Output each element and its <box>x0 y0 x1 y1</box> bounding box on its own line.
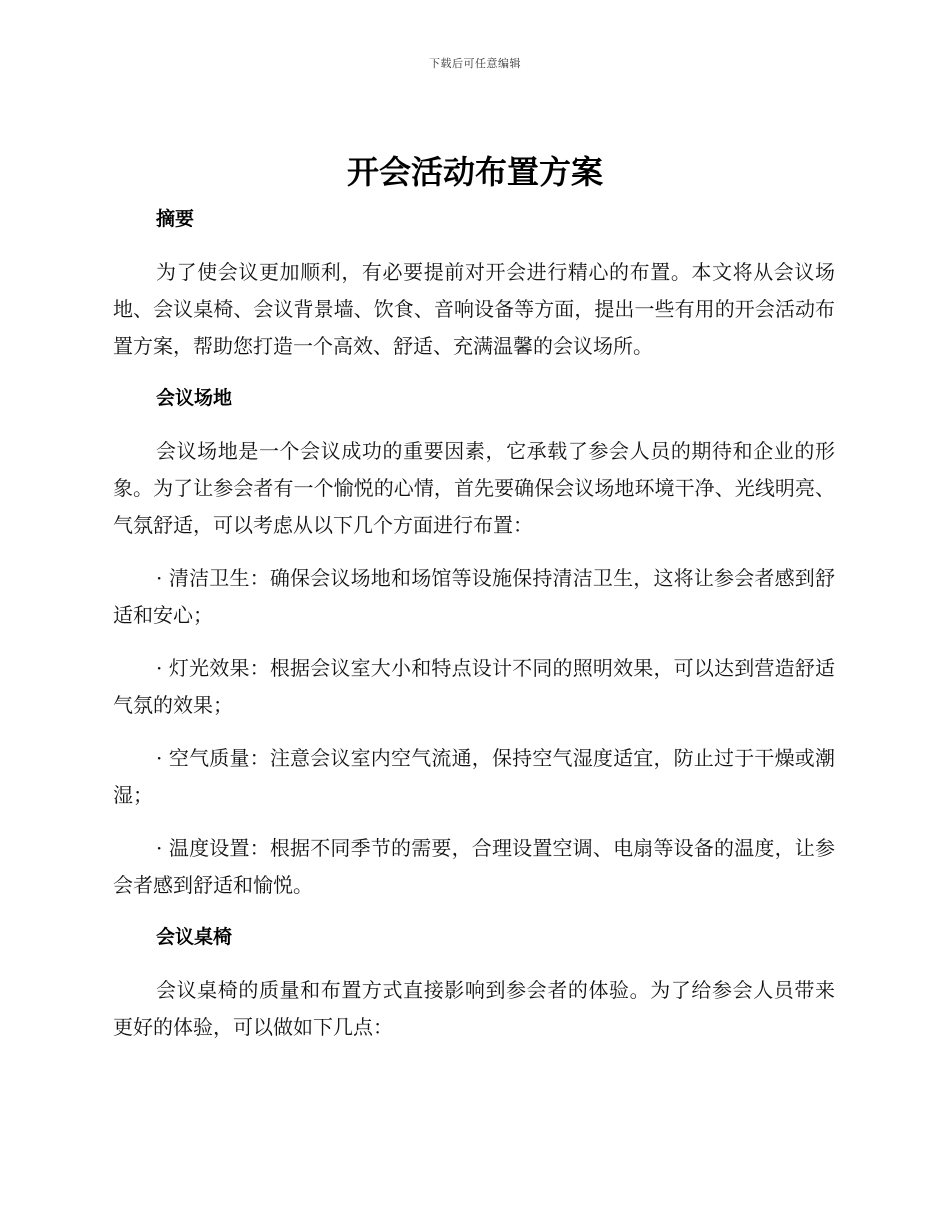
section-heading-venue: 会议场地 <box>156 387 233 409</box>
venue-paragraph: 会议场地是一个会议成功的重要因素，它承载了参会人员的期待和企业的形象。为了让参会者有一个愉悦的心情，首先要确保会议场地环境干净、光线明亮、气氛舒适，可以考虑从以下几个方面进行布置： <box>113 439 835 537</box>
venue-bullet-cleanliness: · 清洁卫生：确保会议场地和场馆等设施保持清洁卫生，这将让参会者感到舒适和安心； <box>113 566 835 627</box>
section-heading-summary: 摘要 <box>156 208 195 230</box>
document-body <box>113 202 835 1062</box>
venue-bullet-temperature: · 温度设置：根据不同季节的需要，合理设置空调、电扇等设备的温度，让参会者感到舒适和愉悦。 <box>113 836 835 897</box>
summary-paragraph: 为了使会议更加顺利，有必要提前对开会进行精心的布置。本文将从会议场地、会议桌椅、会议背景墙、饮食、音响设备等方面，提出一些有用的开会活动布置方案，帮助您打造一个高效、舒适、充满温馨的会议场所。 <box>113 260 835 358</box>
header-note: 下载后可任意编辑 <box>429 57 521 70</box>
furniture-paragraph: 会议桌椅的质量和布置方式直接影响到参会者的体验。为了给参会人员带来更好的体验，可以做如下几点： <box>113 978 835 1039</box>
section-heading-furniture: 会议桌椅 <box>156 926 233 948</box>
document-title: 开会活动布置方案 <box>346 153 603 191</box>
venue-bullet-lighting: · 灯光效果：根据会议室大小和特点设计不同的照明效果，可以达到营造舒适气氛的效果； <box>113 656 835 717</box>
venue-bullet-air-quality: · 空气质量：注意会议室内空气流通，保持空气湿度适宜，防止过于干燥或潮湿； <box>113 746 835 807</box>
